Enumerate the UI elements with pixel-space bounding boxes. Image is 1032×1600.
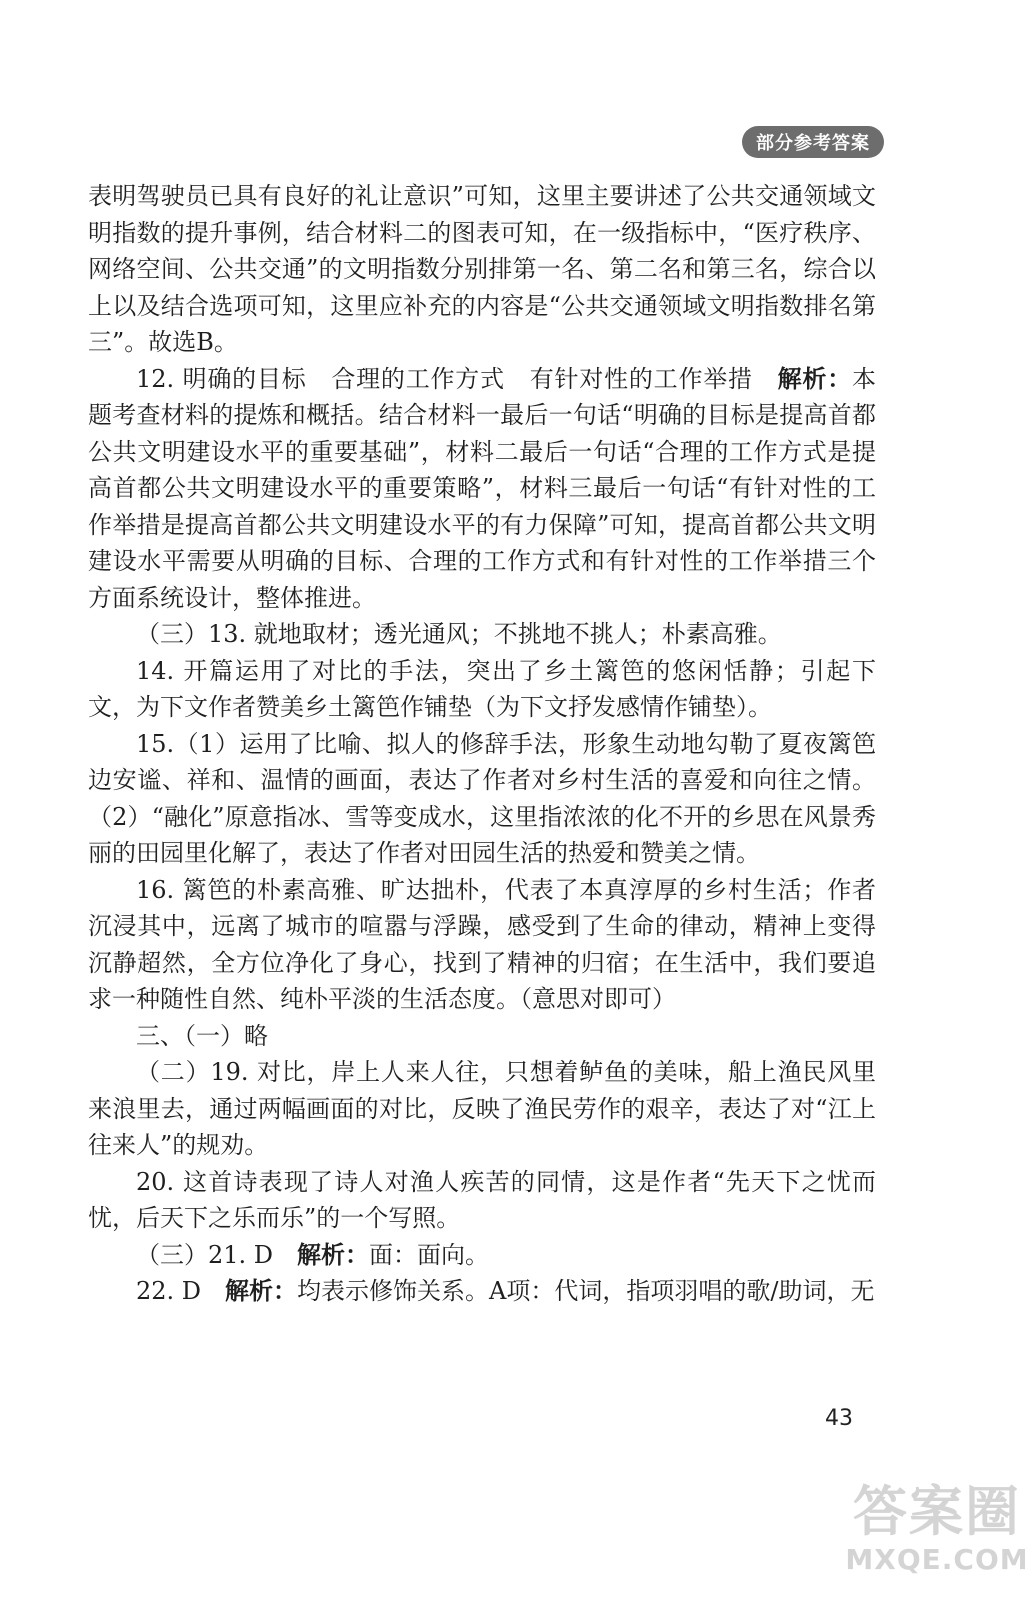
paragraph-text: （三）13. 就地取材；透光通风；不挑地不挑人；朴素高雅。 — [136, 620, 782, 648]
answer-20 — [88, 1164, 876, 1237]
analysis-label: 解析： — [225, 1276, 298, 1305]
paragraph-text: 16. 篱笆的朴素高雅、旷达拙朴，代表了本真淳厚的乡村生活；作者沉浸其中，远离了城市的喧嚣与浮躁，感受到了生命的律动，精神上变得沉静超然，全方位净化了身心，找到了精神的归宿；在生活中，我们要追求一种随性自然、纯朴平淡的生活态度。（意思对即可） — [88, 875, 876, 1013]
answer-15 — [88, 726, 876, 872]
answer-16 — [88, 872, 876, 1018]
section-badge: 部分参考答案 — [742, 126, 884, 158]
watermark-domain: MXQE.COM — [845, 1543, 1029, 1576]
section-three-one — [88, 1018, 876, 1055]
watermark — [842, 1482, 1032, 1600]
analysis-label: 解析： — [297, 1239, 370, 1269]
analysis-text: 面：面向。 — [369, 1240, 490, 1269]
answer-13 — [88, 616, 876, 653]
analysis-text: 均表示修饰关系。A项：代词，指项羽唱的歌/助词，无 — [297, 1277, 875, 1305]
answer-14 — [88, 653, 876, 726]
paragraph-text: 三、（一）略 — [136, 1021, 268, 1050]
answer-21 — [88, 1237, 876, 1274]
answer-prefix: 22. D — [136, 1277, 226, 1305]
paragraph-continuation — [88, 178, 876, 361]
answer-22 — [88, 1273, 876, 1310]
answer-19 — [88, 1054, 876, 1164]
answer-prefix: （三）21. D — [136, 1240, 298, 1269]
analysis-text: 本题考查材料的提炼和概括。结合材料一最后一句话“明确的目标是提高首都公共文明建设水平的重要基础”，材料二最后一句话“合理的工作方式是提高首都公共文明建设水平的重要策略”，材料三最后一句话“有针对性的工作举措是提高首都公共文明建设水平的有力保障”可知，提高首都公共文明建设水平需要从明确的目标、合理的工作方式和有针对性的工作举措三个方面系统设计，整体推进。 — [88, 364, 877, 612]
paragraph-text: 15.（1）运用了比喻、拟人的修辞手法，形象生动地勾勒了夏夜篱笆边安谧、祥和、温情的画面，表达了作者对乡村生活的喜爱和向往之情。（2）“融化”原意指冰、雪等变成水，这里指浓浓的化不开的乡思在风景秀丽的田园里化解了，表达了作者对田园生活的热爱和赞美之情。 — [88, 729, 876, 867]
answer-content — [88, 178, 876, 1310]
answer-12 — [88, 361, 876, 617]
page-number: 43 — [825, 1406, 853, 1431]
paragraph-text: （二）19. 对比，岸上人来人往，只想着鲈鱼的美味，船上渔民风里来浪里去，通过两幅画面的对比，反映了渔民劳作的艰辛，表达了对“江上往来人”的规劝。 — [88, 1058, 876, 1159]
answer-prefix: 12. 明确的目标 合理的工作方式 有针对性的工作举措 — [136, 364, 778, 393]
paragraph-text: 14. 开篇运用了对比的手法，突出了乡土篱笆的悠闲恬静；引起下文，为下文作者赞美乡土篱笆作铺垫（为下文抒发感情作铺垫）。 — [88, 656, 876, 721]
analysis-label: 解析： — [777, 363, 853, 393]
watermark-logo-text: 答案圈 — [853, 1480, 1021, 1543]
paragraph-text: 20. 这首诗表现了诗人对渔人疾苦的同情，这是作者“先天下之忧而忧，后天下之乐而乐”的一个写照。 — [88, 1167, 876, 1232]
paragraph-text: 表明驾驶员已具有良好的礼让意识”可知，这里主要讲述了公共交通领域文明指数的提升事例，结合材料二的图表可知，在一级指标中，“医疗秩序、网络空间、公共交通”的文明指数分别排第一名、第二名和第三名，综合以上以及结合选项可知，这里应补充的内容是“公共交通领域文明指数排名第三”。故选B。 — [88, 182, 876, 356]
